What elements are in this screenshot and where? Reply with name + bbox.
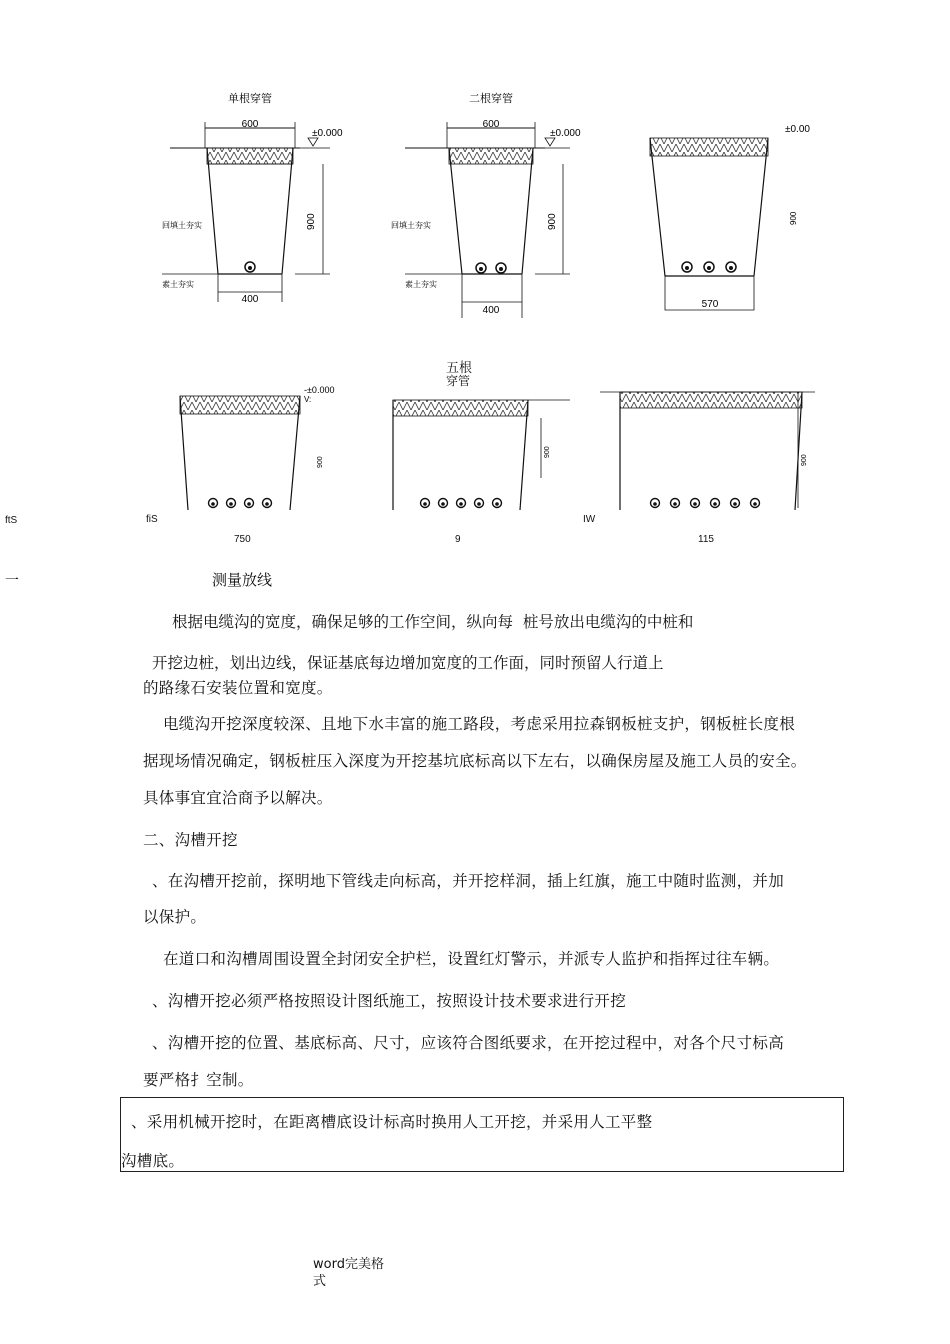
row2-title-cut: 穿管: [446, 374, 471, 388]
side-label-lower: 素土夯实: [405, 280, 437, 289]
bottom-cut-2: 9: [455, 534, 461, 545]
bottom-width: 570: [701, 299, 719, 310]
level-sub: V:: [304, 395, 312, 404]
diagram-title: 二根穿管: [469, 93, 513, 105]
item4-line-2: 要严格扌空制。: [143, 1071, 254, 1089]
top-width: 600: [482, 119, 500, 130]
left-mark-2: fiS: [146, 514, 158, 525]
text-line-1: 根据电缆沟的宽度，确保足够的工作空间，纵向每 桩号放出电缆沟的中桩和: [172, 613, 694, 631]
top-width: 600: [241, 119, 259, 130]
depth: 900: [306, 213, 317, 230]
level: -±0.000: [304, 385, 335, 395]
diagram-single-pipe: [150, 80, 350, 320]
side-label-lower: 素土夯实: [162, 280, 194, 289]
heading-survey: 测量放线: [212, 571, 273, 589]
side-label-upper: 回填土夯实: [162, 221, 202, 230]
item3: 、沟槽开挖必须严格按照设计图纸施工，按照设计技术要求进行开挖: [152, 992, 627, 1010]
depth: 900: [789, 211, 798, 225]
diagram-five-pipes: [355, 378, 575, 545]
left-mark-dash: 一: [5, 573, 19, 589]
depth: 900: [317, 456, 324, 468]
section-heading: 二、沟槽开挖: [143, 831, 238, 849]
footer-line-2: 式: [313, 1274, 327, 1289]
level: ±0.00: [785, 124, 810, 135]
bottom-cut-1: 750: [234, 534, 251, 545]
side-label-upper: 回填土夯实: [391, 221, 431, 230]
item5-line-1: 、采用机械开挖时，在距离槽底设计标高时换用人工开挖，并采用人工平整: [131, 1113, 653, 1131]
level: ±0.000: [550, 128, 581, 139]
boxed-paragraph: [120, 1097, 844, 1172]
para2-line-2: 据现场情况确定，钢板桩压入深度为开挖基坑底标高以下左右，以确保房屋及施工人员的安全。: [143, 752, 807, 770]
depth: 900: [547, 213, 558, 230]
diagram-title: 单根穿管: [228, 93, 272, 105]
bottom-cut-3: 115: [698, 534, 714, 545]
footer: [313, 1256, 384, 1290]
item5-line-2: 沟槽底。: [121, 1152, 185, 1170]
item1-line-1: 、在沟槽开挖前，探明地下管线走向标高，并开挖样洞，插上红旗，施工中随时监测，并加: [152, 872, 785, 890]
text-line-3: 的路缘石安装位置和宽度。: [143, 679, 333, 697]
item4-line-1: 、沟槽开挖的位置、基底标高、尺寸，应该符合图纸要求，在开挖过程中，对各个尺寸标高: [152, 1034, 785, 1052]
left-mark-3: IW: [583, 514, 596, 525]
para2-line-1: 电缆沟开挖深度较深、且地下水丰富的施工路段，考虑采用拉森钢板桩支护，钢板桩长度根: [163, 715, 796, 733]
bottom-width: 400: [482, 305, 500, 316]
depth: 900: [801, 454, 808, 466]
row2-title: 五根: [446, 361, 473, 376]
depth: 900: [544, 446, 551, 458]
item2: 在道口和沟槽周围设置全封闭安全护栏，设置红灯警示，并派专人监护和指挥过往车辆。: [163, 950, 780, 968]
level: ±0.000: [312, 128, 343, 139]
footer-line-1: word完美格: [313, 1257, 384, 1272]
diagram-three-pipes: [640, 80, 830, 320]
diagram-two-pipes: [385, 80, 595, 320]
bottom-width: 400: [241, 294, 259, 305]
left-mark-1: ftS: [5, 515, 18, 526]
text-line-2: 开挖边桩，划出边线，保证基底每边增加宽度的工作面，同时预留人行道上: [152, 654, 664, 672]
item1-line-2: 以保护。: [143, 908, 207, 926]
para2-line-3: 具体事宜宜洽商予以解决。: [143, 789, 333, 807]
